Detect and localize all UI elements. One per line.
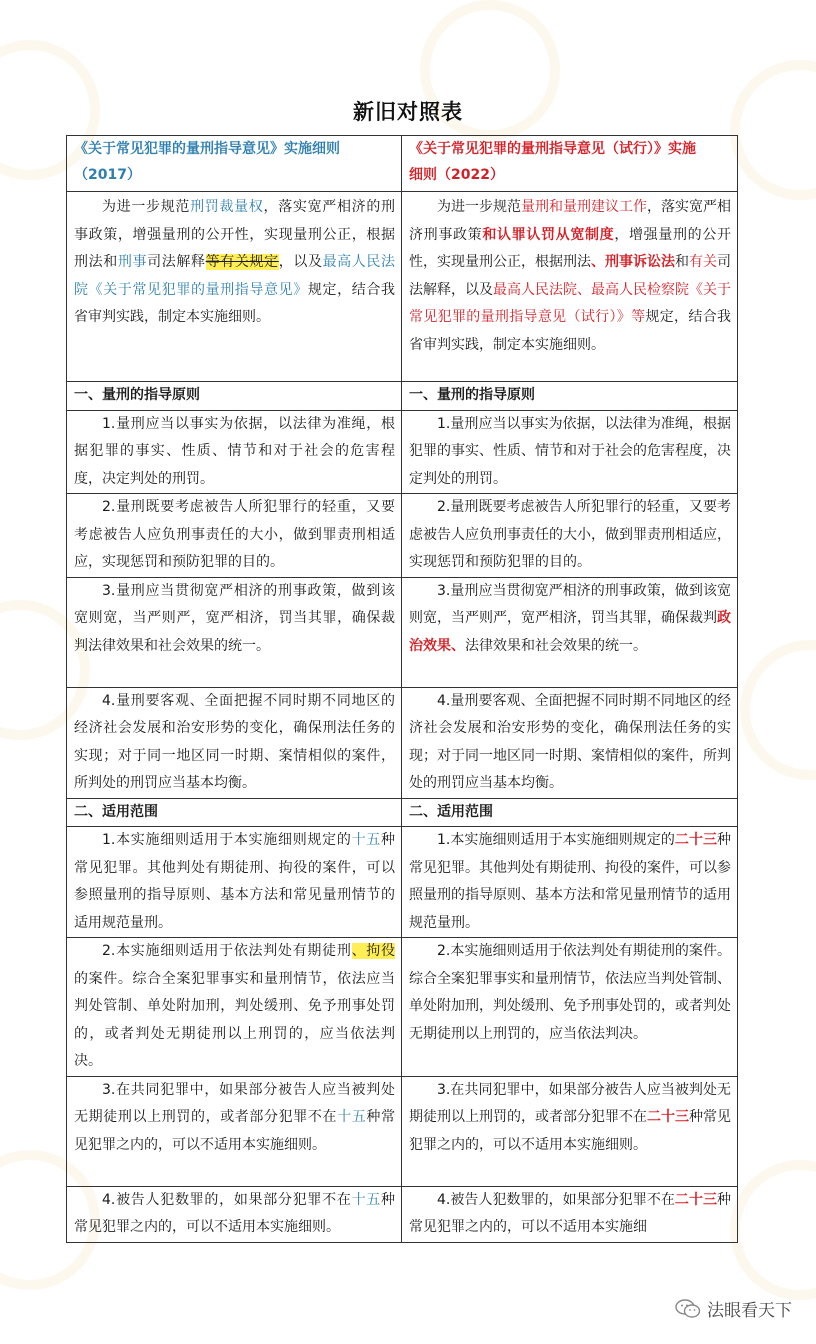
old-version-header: 《关于常见犯罪的量刑指导意见》实施细则 （2017） [67, 136, 402, 192]
account-footer [675, 1296, 792, 1321]
table-row: 1.量刑应当以事实为依据，以法律为准绳，根据犯罪的事实、性质、情节和对于社会的危害程度，决定判处的刑罚。 1.量刑应当以事实为依据，以法律为准绳，根据犯罪的事实、性质、情节和对于社会的危害程度，决定判处的刑罚。 [67, 410, 738, 494]
section-row-1 [67, 382, 738, 411]
comparison-table [66, 135, 738, 1243]
table-row-intro [67, 192, 738, 382]
table-row: 2.本实施细则适用于依法判处有期徒刑、拘役的案件。综合全案犯罪事实和量刑情节，依法应当判处管制、单处附加刑，判处缓刑、免予刑事处罚的，或者判处无期徒刑以上刑罚的，应当依法判决。 2.本实施细则适用于依法判处有期徒刑的案件。综合全案犯罪事实和量刑情节，依法应当判处管制、单处附加刑，判处缓刑、免予刑事处罚的，或者判处无期徒刑以上刑罚的，应当依法判决。 [67, 938, 738, 1077]
old-intro-cell: 为进一步规范刑罚裁量权，落实宽严相济的刑事政策，增强量刑的公开性，实现量刑公正，根据刑法和刑事司法解释等有关规定，以及最高人民法院《关于常见犯罪的量刑指导意见》规定，结合我省审判实践，制定本实施细则。 [67, 192, 402, 382]
wechat-icon [675, 1299, 701, 1319]
table-row: 1.本实施细则适用于本实施细则规定的十五种常见犯罪。其他判处有期徒刑、拘役的案件，可以参照量刑的指导原则、基本方法和常见量刑情节的适用规范量刑。 1.本实施细则适用于本实施细则规定的二十三种常见犯罪。其他判处有期徒刑、拘役的案件，可以参照量刑的指导原则、基本方法和常见量刑情节的适用规范量刑。 [67, 827, 738, 938]
section-heading-new: 二、适用范围 [402, 798, 738, 827]
section-heading-old: 二、适用范围 [67, 798, 402, 827]
section-heading-new: 一、量刑的指导原则 [402, 382, 738, 411]
new-intro-cell: 为进一步规范量刑和量刑建议工作，落实宽严相济刑事政策和认罪认罚从宽制度，增强量刑的公开性，实现量刑公正，根据刑法、刑事诉讼法和有关司法解释，以及最高人民法院、最高人民检察院《关于常见犯罪的量刑指导意见（试行）》等规定，结合我省审判实践，制定本实施细则。 [402, 192, 738, 382]
table-row: 3.量刑应当贯彻宽严相济的刑事政策，做到该宽则宽，当严则严，宽严相济，罚当其罪，确保裁判法律效果和社会效果的统一。 3.量刑应当贯彻宽严相济的刑事政策，做到该宽则宽，当严则严，宽严相济，罚当其罪，确保裁判政治效果、法律效果和社会效果的统一。 [67, 577, 738, 687]
table-row: 2.量刑既要考虑被告人所犯罪行的轻重，又要考虑被告人应负刑事责任的大小，做到罪责刑相适应，实现惩罚和预防犯罪的目的。 2.量刑既要考虑被告人所犯罪行的轻重，又要考虑被告人应负刑事责任的大小，做到罪责刑相适应，实现惩罚和预防犯罪的目的。 [67, 494, 738, 578]
table-row: 4.被告人犯数罪的，如果部分犯罪不在十五种常见犯罪之内的，可以不适用本实施细则。 4.被告人犯数罪的，如果部分犯罪不在二十三种常见犯罪之内的，可以不适用本实施细 [67, 1186, 738, 1242]
new-version-header: 《关于常见犯罪的量刑指导意见（试行）》实施 细则（2022） [402, 136, 738, 192]
table-row: 4.量刑要客观、全面把握不同时期不同地区的经济社会发展和治安形势的变化，确保刑法任务的实现；对于同一地区同一时期、案情相似的案件，所判处的刑罚应当基本均衡。 4.量刑要客观、全面把握不同时期不同地区的经济社会发展和治安形势的变化，确保刑法任务的实现；对于同一地区同一时期、案情相似的案件，所判处的刑罚应当基本均衡。 [67, 687, 738, 798]
table-row: 3.在共同犯罪中，如果部分被告人应当被判处无期徒刑以上刑罚的，或者部分犯罪不在十五种常见犯罪之内的，可以不适用本实施细则。 3.在共同犯罪中，如果部分被告人应当被判处无期徒刑以上刑罚的，或者部分犯罪不在二十三种常见犯罪之内的，可以不适用本实施细则。 [67, 1076, 738, 1186]
section-row-2 [67, 798, 738, 827]
page-title: 新旧对照表 [353, 100, 463, 124]
section-heading-old: 一、量刑的指导原则 [67, 382, 402, 411]
header-row [67, 136, 738, 192]
account-name: 法眼看天下 [707, 1301, 792, 1321]
